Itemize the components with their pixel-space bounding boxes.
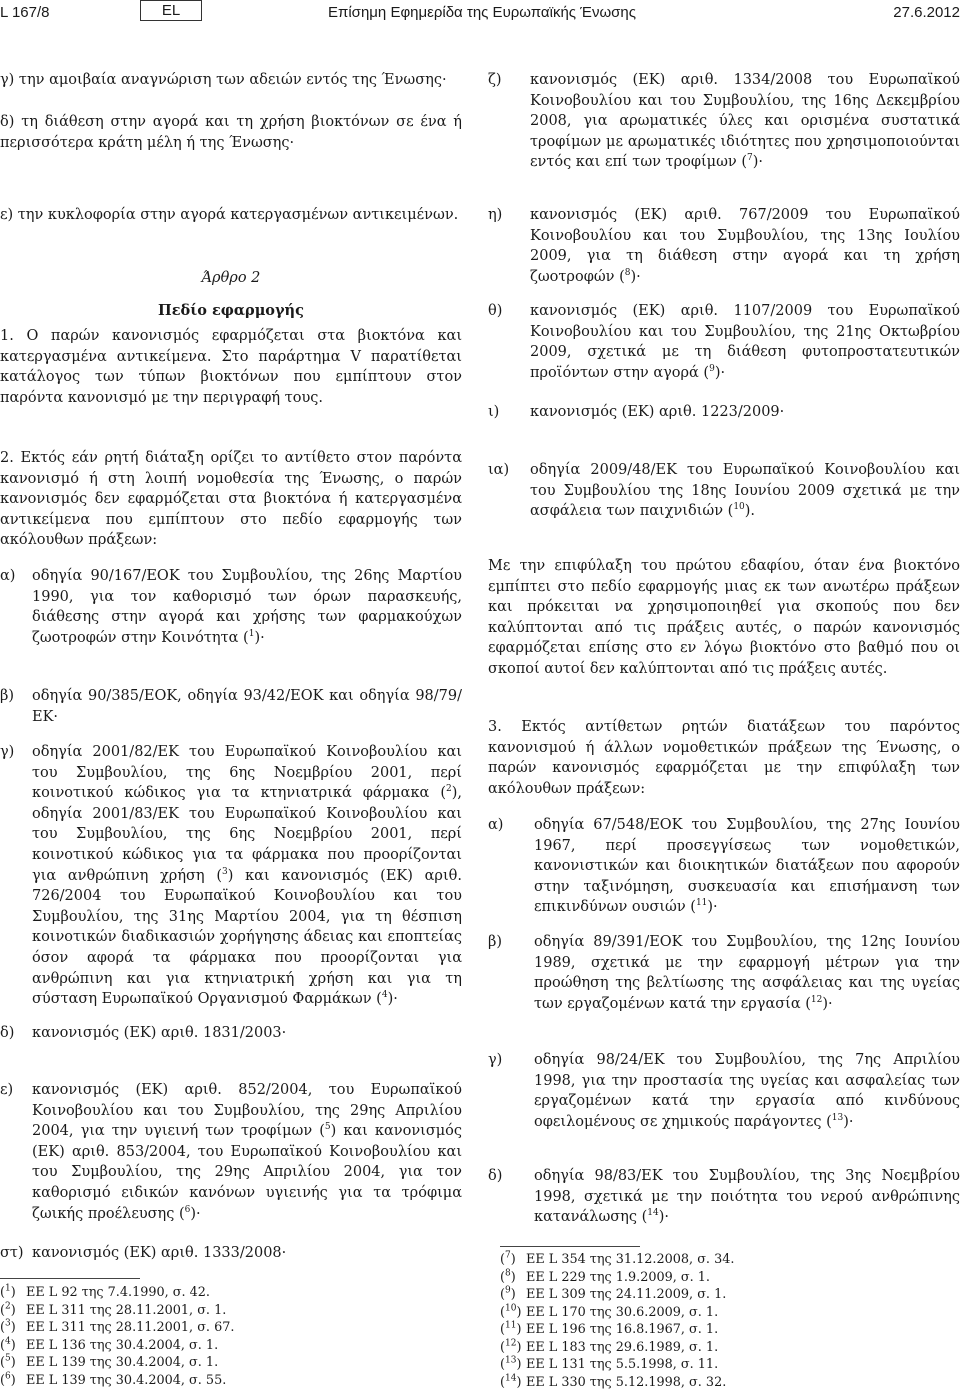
left-item-st: στ) κανονισμός (ΕΚ) αριθ. 1333/2008· (0, 1245, 287, 1261)
footnote: ($^7$) ΕΕ L 354 της 31.12.2008, σ. 34. (500, 1250, 735, 1267)
footnote: ($^{10}$) ΕΕ L 170 της 30.6.2009, σ. 1. (500, 1303, 719, 1320)
right-item-i: ι) κανονισμός (ΕΚ) αριθ. 1223/2009· (488, 404, 785, 420)
page-reference: L 167/8 (0, 4, 50, 21)
language-box: EL (140, 0, 202, 21)
right-paragraph: Με την επιφύλαξη του πρώτου εδαφίου, όταν ένα βιοκτόνο εμπίπτει στο πεδίο εφαρμογής μιας εκ των ανωτέρω πράξεων και πρόκειται να χρησιμοποιηθεί για σκοπούς που δεν καλύπτονται από τις πράξεις αυτές, ο παρών κανονισμός εφαρμόζεται επίσης στο εν λόγω βιοκτόνο στο βαθμό που οι σκοποί αυτοί δεν καλύπτονται από τις πράξεις αυτές. (488, 558, 960, 677)
footnote: ($^1$) ΕΕ L 92 της 7.4.1990, σ. 42. (0, 1283, 210, 1300)
footnote: ($^8$) ΕΕ L 229 της 1.9.2009, σ. 1. (500, 1268, 710, 1285)
footnote: ($^{12}$) ΕΕ L 183 της 29.6.1989, σ. 1. (500, 1338, 719, 1355)
footnote: ($^3$) ΕΕ L 311 της 28.11.2001, σ. 67. (0, 1318, 235, 1335)
footnote: ($^{14}$) ΕΕ L 330 της 5.12.1998, σ. 32. (500, 1373, 727, 1390)
left-item-b: β) οδηγία 90/385/ΕΟΚ, οδηγία 93/42/ΕΟΚ και οδηγία 98/79/ΕΚ· (0, 688, 462, 725)
publication-date: 27.6.2012 (893, 4, 960, 21)
footnote: ($^4$) ΕΕ L 136 της 30.4.2004, σ. 1. (0, 1336, 219, 1353)
paragraph-3: 3. Εκτός αντίθετων ρητών διατάξεων του παρόντος κανονισμού ή άλλων νομοθετικών πράξεων της Ένωσης, ο παρών κανονισμός εφαρμόζεται με την επιφύλαξη των ακόλουθων πράξεων: (488, 719, 960, 797)
right-item-z: ζ) κανονισμός (ΕΚ) αριθ. 1334/2008 του Ευρωπαϊκού Κοινοβουλίου και του Συμβουλίου, της 16ης Δεκεμβρίου 2008, για αρωματικές ύλες και ορισμένα συστατικά τροφίμων με αρωματικές ιδιότητες που χρησιμοποιούνται εντός και επί των τροφίμων ($^7$)· (488, 72, 960, 171)
left-footnotes (0, 1284, 460, 1389)
footnote: ($^6$) ΕΕ L 139 της 30.4.2004, σ. 55. (0, 1371, 227, 1388)
article-number: Άρθρο 2 (201, 270, 261, 286)
left-item-g: γ) οδηγία 2001/82/ΕΚ του Ευρωπαϊκού Κοινοβουλίου και του Συμβουλίου, της 6ης Νοεμβρίου 2001, περί κοινοτικού κώδικος για τα κτηνιατρικά φάρμακα ($^2$), οδηγία 2001/83/ΕΚ του Ευρωπαϊκού Κοινοβουλίου και του Συμβουλίου, της 6ης Νοεμβρίου 2001, περί κοινοτικού κώδικος για τα φάρμακα που προορίζονται για ανθρώπινη χρήση ($^3$) και κανονισμός (ΕΚ) αριθ. 726/2004 του Ευρωπαϊκού Κοινοβουλίου και του Συμβουλίου, της 31ης Μαρτίου 2004, για τη θέσπιση κοινοτικών διαδικασιών χορήγησης άδειας και εποπτείας όσον αφορά τα φάρμακα που προορίζονται για ανθρώπινη και για κτηνιατρική χρήση και για τη σύσταση Ευρωπαϊκού Οργανισμού Φαρμάκων ($^4$)· (0, 744, 462, 1008)
left-footnote-rule (0, 1278, 140, 1279)
right-item-th: θ) κανονισμός (ΕΚ) αριθ. 1107/2009 του Ευρωπαϊκού Κοινοβουλίου και του Συμβουλίου, της 21ης Οκτωβρίου 2009, σχετικά με τη διάθεση φυτοπροστατευτικών προϊόντων στην αγορά ($^9$)· (488, 303, 960, 381)
journal-title: Επίσημη Εφημερίδα της Ευρωπαϊκής Ένωσης (328, 4, 636, 21)
footnote: ($^{13}$) ΕΕ L 131 της 5.5.1998, σ. 11. (500, 1355, 719, 1372)
left-item-e: ε) κανονισμός (ΕΚ) αριθ. 852/2004, του Ευρωπαϊκού Κοινοβουλίου και του Συμβουλίου, της 29ης Απριλίου 2004, για την υγιεινή των τροφίμων ($^5$) και κανονισμός (ΕΚ) αριθ. 853/2004, του Ευρωπαϊκού Κοινοβουλίου και του Συμβουλίου, της 29ης Απριλίου 2004, για τον καθορισμό ειδικών κανόνων υγιεινής για τα τρόφιμα ζωικής προέλευσης ($^6$)· (0, 1082, 462, 1222)
page-header (0, 0, 960, 26)
left-item-g-top: γ) την αμοιβαία αναγνώριση των αδειών εντός της Ένωσης· (0, 72, 447, 88)
footnote: ($^5$) ΕΕ L 139 της 30.4.2004, σ. 1. (0, 1353, 219, 1370)
right-item-ia: ια) οδηγία 2009/48/ΕΚ του Ευρωπαϊκού Κοινοβουλίου και του Συμβουλίου της 18ης Ιουνίου 2009 σχετικά με την ασφάλεια των παιχνιδιών ($^{10}$). (488, 462, 960, 520)
left-item-d-top: δ) τη διάθεση στην αγορά και τη χρήση βιοκτόνων σε ένα ή περισσότερα κράτη μέλη ή της Ένωσης· (0, 114, 462, 151)
right-footnotes (500, 1251, 958, 1391)
right-item-g: γ) οδηγία 98/24/ΕΚ του Συμβουλίου, της 7ης Απριλίου 1998, για την προστασία της υγείας και ασφαλείας των εργαζομένων κατά την εργασία από κινδύνους οφειλομένους σε χημικούς παράγοντες ($^{13}$)· (488, 1052, 960, 1130)
left-item-a: α) οδηγία 90/167/ΕΟΚ του Συμβουλίου, της 26ης Μαρτίου 1990, για τον καθορισμό των όρων παρασκευής, διάθεσης στην αγορά και χρήσης των φαρμακούχων ζωοτροφών στην Κοινότητα ($^1$)· (0, 568, 462, 646)
left-item-d: δ) κανονισμός (ΕΚ) αριθ. 1831/2003· (0, 1025, 287, 1041)
article-title: Πεδίο εφαρμογής (158, 302, 304, 319)
footnote: ($^2$) ΕΕ L 311 της 28.11.2001, σ. 1. (0, 1301, 227, 1318)
paragraph-2: 2. Εκτός εάν ρητή διάταξη ορίζει το αντίθετο στον παρόντα κανονισμό ή στη λοιπή νομοθεσία της Ένωσης, ο παρών κανονισμός δεν εφαρμόζεται στα βιοκτόνα ή κατεργασμένα αντικείμενα που εμπίπτουν στο πεδίο εφαρμογής των ακόλουθων πράξεων: (0, 450, 462, 549)
paragraph-1: 1. Ο παρών κανονισμός εφαρμόζεται στα βιοκτόνα και κατεργασμένα αντικείμενα. Στο παράρτημα V παρατίθεται κατάλογος των τύπων βιοκτόνων που εμπίπτουν στον παρόντα κανονισμό με την περιγραφή τους. (0, 328, 462, 406)
article-title-block (0, 301, 462, 322)
footnote: ($^{11}$) ΕΕ L 196 της 16.8.1967, σ. 1. (500, 1320, 719, 1337)
right-item-d: δ) οδηγία 98/83/ΕΚ του Συμβουλίου, της 3ης Νοεμβρίου 1998, σχετικά με την ποιότητα του νερού ανθρώπινης κατανάλωσης ($^{14}$)· (488, 1168, 960, 1226)
right-item-h: η) κανονισμός (ΕΚ) αριθ. 767/2009 του Ευρωπαϊκού Κοινοβουλίου και του Συμβουλίου, της 13ης Ιουλίου 2009, για τη διάθεση στην αγορά και τη χρήση ζωοτροφών ($^8$)· (488, 207, 960, 285)
right-footnote-rule (500, 1246, 640, 1247)
right-item-b: β) οδηγία 89/391/ΕΟΚ του Συμβουλίου, της 12ης Ιουνίου 1989, σχετικά με την εφαρμογή μέτρων για την προώθηση της βελτίωσης της ασφάλειας και της υγείας των εργαζομένων κατά την εργασία ($^{12}$)· (488, 934, 960, 1012)
footnote: ($^9$) ΕΕ L 309 της 24.11.2009, σ. 1. (500, 1285, 727, 1302)
right-item-a: α) οδηγία 67/548/ΕΟΚ του Συμβουλίου, της 27ης Ιουνίου 1967, περί προσεγγίσεως των νομοθετικών, κανονιστικών και διοικητικών διατάξεων που αφορούν στην ταξινόμηση, συσκευασία και επισήμανση των επικινδύνων ουσιών ($^{11}$)· (488, 817, 960, 916)
article-heading (0, 268, 462, 289)
left-item-e-top: ε) την κυκλοφορία στην αγορά κατεργασμένων αντικειμένων. (0, 207, 459, 223)
